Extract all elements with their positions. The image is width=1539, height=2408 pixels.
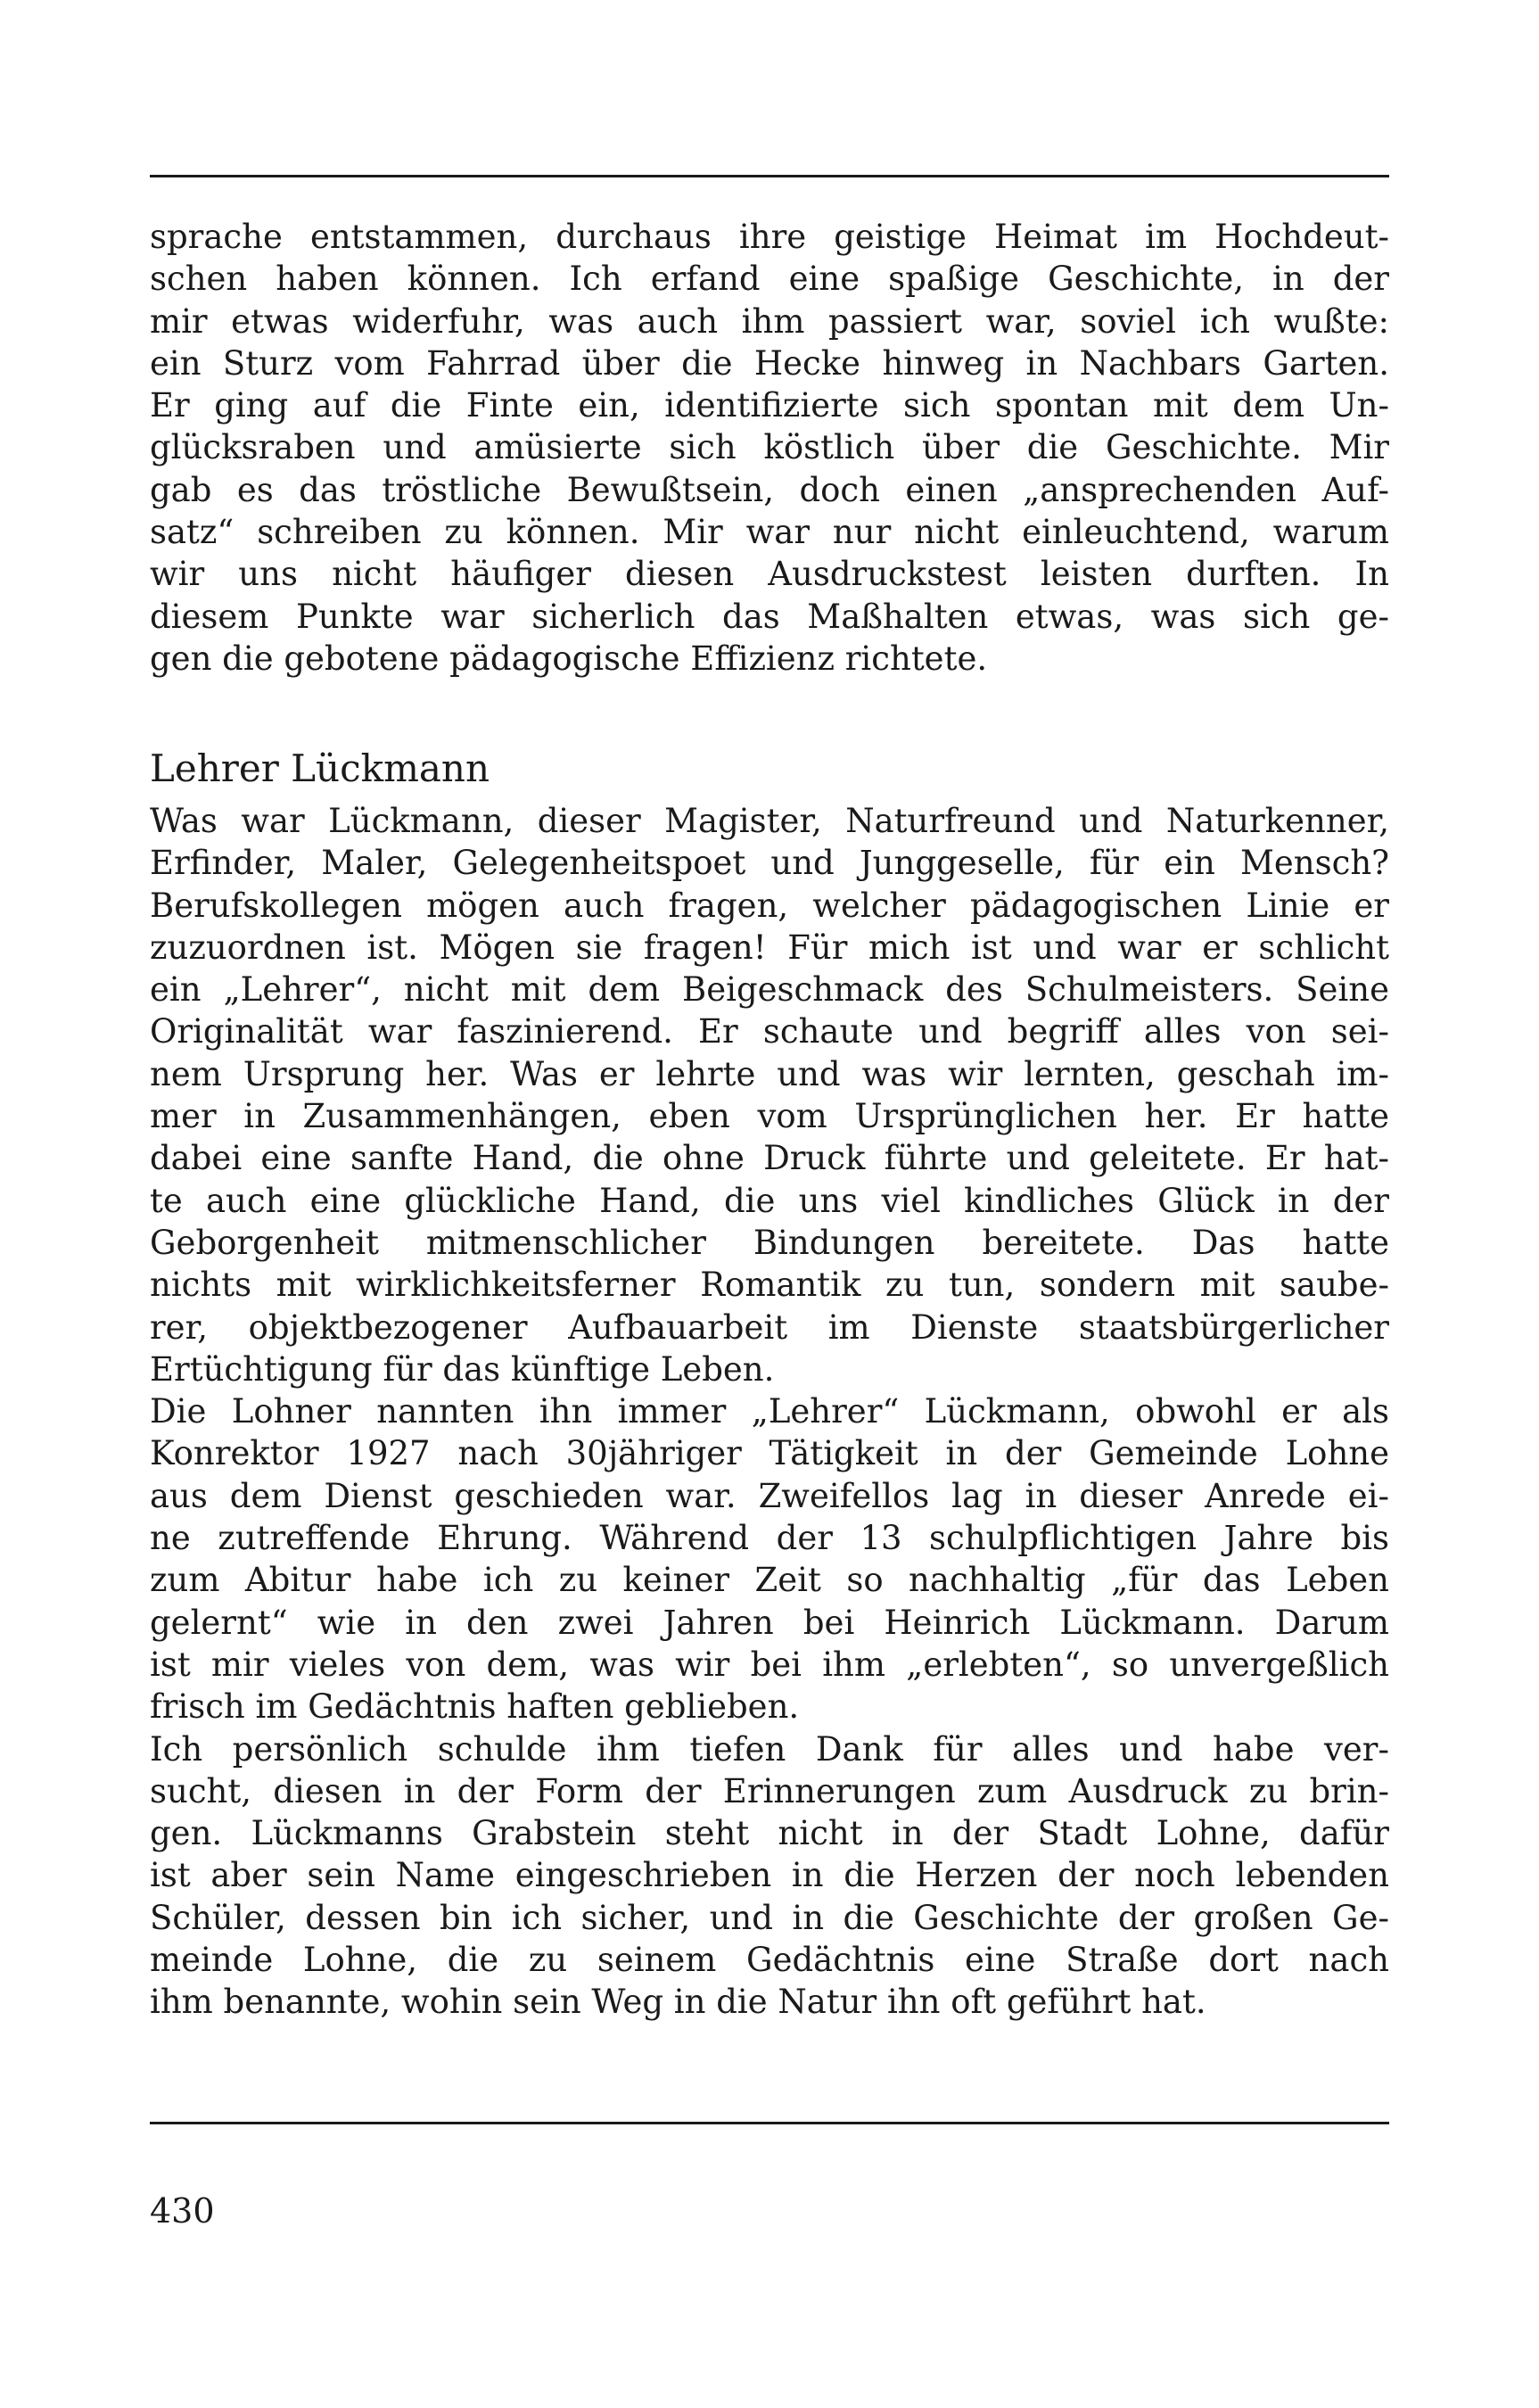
text-line: nem Ursprung her. Was er lehrte und was wir lernten, geschah im- [150,1054,1389,1093]
text-line: zuzuordnen ist. Mögen sie fragen! Für mich ist und war er schlicht [150,928,1389,967]
text-line: Geborgenheit mitmenschlicher Bindungen bereitete. Das hatte [150,1223,1389,1262]
section-heading: Lehrer Lückmann [150,746,490,790]
text-line: frisch im Gedächtnis haften geblieben. [150,1687,800,1727]
page-number: 430 [150,2191,215,2231]
text-line: satz“ schreiben zu können. Mir war nur nicht einleuchtend, warum [150,513,1389,552]
text-line: rer, objektbezogener Aufbauarbeit im Dienste staatsbürgerlicher [150,1307,1389,1347]
text-line: Was war Lückmann, dieser Magister, Naturfreund und Naturkenner, [150,802,1389,840]
text-line: nichts mit wirklichkeitsferner Romantik zu tun, sondern mit saube- [150,1266,1389,1305]
text-line: Erfinder, Maler, Gelegenheitspoet und Junggeselle, für ein Mensch? [150,844,1389,883]
text-line: te auch eine glückliche Hand, die uns viel kindliches Glück in der [150,1181,1389,1220]
text-line: dabei eine sanfte Hand, die ohne Druck führte und geleitete. Er hat- [150,1139,1389,1178]
text-line: diesem Punkte war sicherlich das Maßhalten etwas, was sich ge- [150,597,1389,636]
text-line: schen haben können. Ich erfand eine spaßige Geschichte, in der [150,260,1389,299]
text-line: ein „Lehrer“, nicht mit dem Beigeschmack des Schulmeisters. Seine [150,970,1389,1010]
text-line: Die Lohner nannten ihn immer „Lehrer“ Lückmann, obwohl er als [150,1392,1389,1431]
text-line: aus dem Dienst geschieden war. Zweifellos lag in dieser Anrede ei- [150,1476,1389,1515]
section-body [150,800,1389,2024]
text-line: mer in Zusammenhängen, eben vom Ursprünglichen her. Er hatte [150,1097,1389,1136]
text-line: ein Sturz vom Fahrrad über die Hecke hinweg in Nachbars Garten. [150,343,1389,383]
text-line: gelernt“ wie in den zwei Jahren bei Heinrich Lückmann. Darum [150,1603,1389,1642]
text-line: meinde Lohne, die zu seinem Gedächtnis eine Straße dort nach [150,1941,1389,1980]
text-line: sprache entstammen, durchaus ihre geistige Heimat im Hochdeut- [150,218,1389,256]
text-line: ihm benannte, wohin sein Weg in die Natur ihn oft geführt hat. [150,1983,1206,2022]
text-line: Konrektor 1927 nach 30jähriger Tätigkeit in der Gemeinde Lohne [150,1434,1389,1473]
text-line: Ich persönlich schulde ihm tiefen Dank für alles und habe ver- [150,1729,1389,1769]
text-line: Originalität war faszinierend. Er schaute und begriff alles von sei- [150,1012,1389,1051]
bottom-rule [150,2122,1389,2124]
text-line: gen. Lückmanns Grabstein steht nicht in der Stadt Lohne, dafür [150,1814,1389,1853]
text-line: Schüler, dessen bin ich sicher, und in die Geschichte der großen Ge- [150,1898,1389,1937]
text-line: gab es das tröstliche Bewußtsein, doch einen „ansprechenden Auf- [150,470,1389,509]
text-line: ist aber sein Name eingeschrieben in die Herzen der noch lebenden [150,1856,1389,1895]
text-line: wir uns nicht häufiger diesen Ausdruckstest leisten durften. In [150,555,1389,594]
top-rule [150,175,1389,177]
text-line: ne zutreffende Ehrung. Während der 13 schulpflichtigen Jahre bis [150,1519,1389,1558]
text-line: sucht, diesen in der Form der Erinnerungen zum Ausdruck zu brin- [150,1771,1389,1810]
text-line: ist mir vieles von dem, was wir bei ihm „erlebten“, so unvergeßlich [150,1645,1389,1684]
text-line: Berufskollegen mögen auch fragen, welcher pädagogischen Linie er [150,886,1389,925]
intro-paragraph [150,216,1389,680]
text-line: glücksraben und amüsierte sich köstlich über die Geschichte. Mir [150,428,1389,467]
text-line: Ertüchtigung für das künftige Leben. [150,1349,775,1389]
text-line: zum Abitur habe ich zu keiner Zeit so nachhaltig „für das Leben [150,1561,1389,1600]
text-line: mir etwas widerfuhr, was auch ihm passiert war, soviel ich wußte: [150,301,1389,341]
text-line: gen die gebotene pädagogische Effizienz richtete. [150,639,988,678]
text-line: Er ging auf die Finte ein, identifizierte sich spontan mit dem Un- [150,386,1389,425]
